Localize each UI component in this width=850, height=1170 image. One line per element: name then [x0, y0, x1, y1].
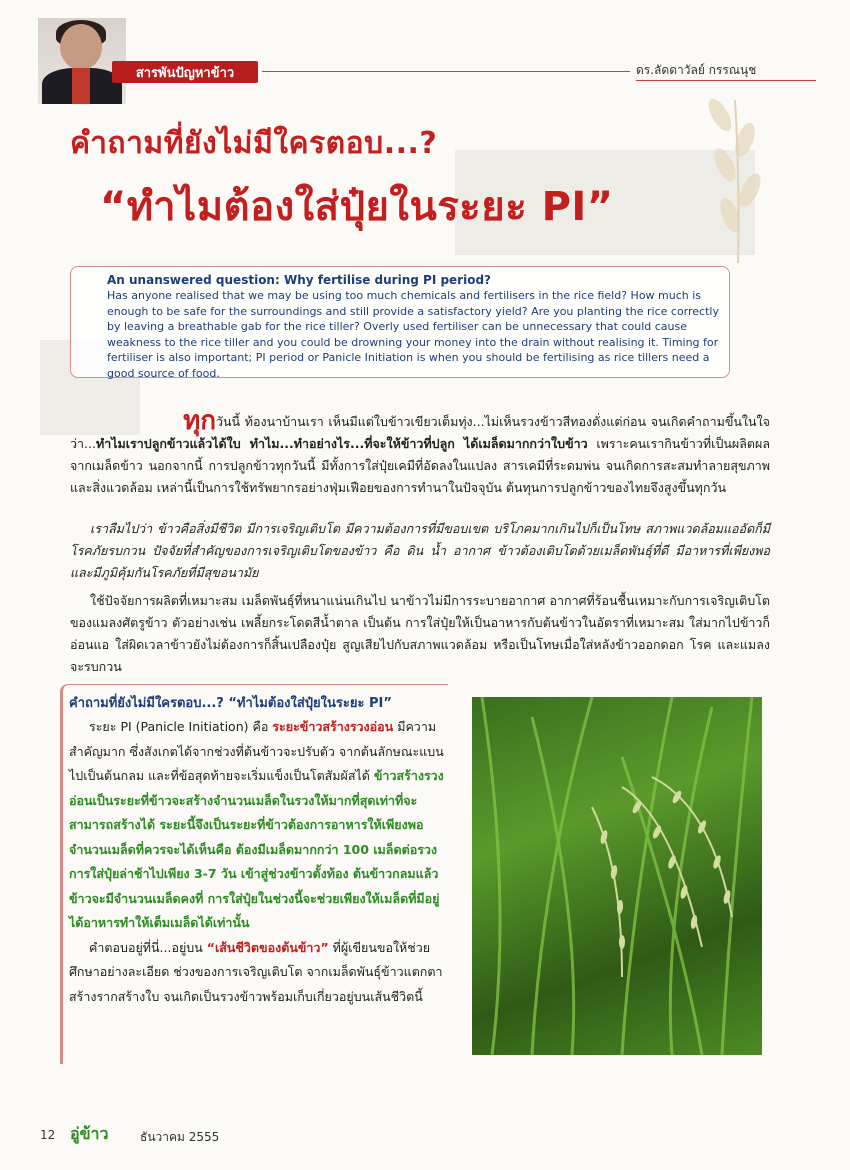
intro-text-a: วันนี้ ท้องนาบ้านเรา เห็นมีแต่ใบข้าวเขียวเต็มทุ่ง...ไม่เห็นรวงข้าวสีทองดั่งแต่ก่อน จนเกิดคำถามขึ้นในใจว่า...: [70, 414, 770, 451]
intro-text-bold: ทำไมเราปลูกข้าวแล้วได้ใบ ทำไม...ทำอย่างไร...ที่จะให้ข้าวที่ปลูก ได้เมล็ดมากกว่าใบข้าว: [95, 436, 588, 451]
author-name: ดร.ลัดดาวัลย์ กรรณนุช: [636, 63, 757, 77]
issue-date: ธันวาคม 2555: [140, 1130, 220, 1144]
rice-plants-illustration: [472, 697, 762, 1055]
sidebox-highlight-red: ระยะข้าวสร้างรวงอ่อน: [272, 719, 394, 734]
sidebox-text-1: ระยะ PI (Panicle Initiation) คือ: [89, 719, 273, 734]
intro-text-c: เพราะคนเรากินข้าวที่เป็นผลิตผลจากเมล็ดข้าว นอกจากนี้ การปลูกข้าวทุกวันนี้ มีทั้งการใส่ปุ๋ยเคมีที่อัดลงในแปลง สารเคมีที่ระดมพ่น จนเกิดการสะสมทำลายสุขภาพและสิ่งแวดล้อม เหล่านี้เป็นการใช้ทรัพยากรอย่างฟุ่มเฟือยของการทำนาในปัจจุบัน ต้นทุนการปลูกข้าวของไทยจึงสูงขึ้นทุกวัน: [70, 436, 771, 495]
header-divider: [262, 71, 630, 72]
abstract-body: Has anyone realised that we may be using too much chemicals and fertilisers in the rice field? How much is enough to be safe for the surroundings and still provide a satisfactory yield? Are you planting the rice correctly by leaving a breathable gab for the rice tiller? Overly used fertiliser can be unnecessary that could cause weakness to the rice tiller and you could be drowning your money into the drain without realising it. Timing for fertiliser is also important; PI period or Panicle Initiation is when you should be fertilising as rice tillers need a good source of food.: [107, 289, 719, 380]
sidebox-lifeline-highlight: “เส้นชีวิตของต้นข้าว”: [206, 939, 329, 955]
leaf-ornament-icon: [690, 95, 780, 265]
sidebox-text-2a: คำตอบอยู่ที่นี่...อยู่บน: [89, 939, 207, 955]
magazine-logo: อู่ข้าว: [70, 1124, 109, 1143]
sidebox-body: [69, 715, 444, 936]
page-number: 12: [40, 1128, 56, 1142]
author-divider: [636, 80, 816, 81]
rice-panicle-photo: [472, 697, 762, 1055]
sidebox-answer: [69, 936, 444, 1010]
sidebox-text-2b: ที่ผู้เขียนขอให้ช่วยศึกษาอย่างละเอียด ช่วงของการเจริญเติบโต จากเมล็ดพันธุ์ข้าวแตกตาสร้างรากสร้างใบ จนเกิดเป็นรวงข้าวพร้อมเก็บเกี่ยวอยู่บนเส้นชีวิตนี้: [69, 939, 443, 1004]
drop-cap: ทุก: [183, 406, 216, 436]
paragraph-living-thing: [70, 518, 770, 584]
abstract-heading: An unanswered question: Why fertilise during PI period?: [107, 273, 492, 287]
article-title-main: “ทำไมต้องใส่ปุ๋ยในระยะ PI”: [100, 184, 614, 230]
sidebox-highlight-green: ข้าวสร้างรวงอ่อนเป็นระยะที่ข้าวจะสร้างจำนวนเมล็ดในรวงให้มากที่สุดเท่าที่จะสามารถสร้างได้ ระยะนี้จึงเป็นระยะที่ข้าวต้องการอาหารให้เพียงพอ จำนวนเมล็ดที่ควรจะได้เห็นคือ ต้องมีเมล็ดมากกว่า 100 เมล็ดต่อรวง การใส่ปุ๋ยล่าช้าไปเพียง 3-7 วัน เข้าสู่ช่วงข้าวตั้งท้อง ต้นข้าวกลมแล้ว ข้าวจะมีจำนวนเมล็ดคงที่ การใส่ปุ๋ยในช่วงนี้จะช่วยเพียงให้เมล็ดที่มีอยู่ได้อาหารทำให้เต็มเมล็ดได้เท่านั้น: [69, 768, 444, 930]
sidebox-text-1b: มีความสำคัญมาก ซึ่งสังเกตได้จากช่วงที่ต้นข้าวจะปรับตัว จากต้นลักษณะแบนไปเป็นต้นกลม และที่ข้อสุดท้ายจะเริ่มแข็งเป็นโตสัมผัสได้: [69, 719, 444, 783]
paragraph-inputs: [70, 590, 770, 678]
article-title-question: คำถามที่ยังไม่มีใครตอบ...?: [70, 126, 438, 161]
pi-explanation-box: [60, 684, 448, 1064]
intro-paragraph: [70, 406, 771, 499]
section-label: สารพันปัญหาข้าว: [112, 61, 258, 83]
paragraph-2-text: เราลืมไปว่า ข้าวคือสิ่งมีชีวิต มีการเจริญเติบโต มีความต้องการที่มีขอบเขต บริโภคมากเกินไปก็เป็นโทษ สภาพแวดล้อมแออัดก็มีโรคภัยรบกวน ปัจจัยที่สำคัญของการเจริญเติบโตของข้าว คือ ดิน น้ำ อากาศ ข้าวต้องเติบโตด้วยเมล็ดพันธุ์ที่ดี มีอาหารที่เพียงพอ และมีภูมิคุ้มกันโรคภัยที่มีสุขอนามัย: [70, 521, 770, 580]
english-abstract-box: [70, 266, 730, 378]
sidebox-title: คำถามที่ยังไม่มีใครตอบ...? “ทำไมต้องใส่ปุ๋ยในระยะ PI”: [69, 696, 392, 711]
paragraph-3-text: ใช้ปัจจัยการผลิตที่เหมาะสม เมล็ดพันธุ์ที่หนาแน่นเกินไป นาข้าวไม่มีการระบายอากาศ อากาศที่ร้อนชื้นเหมาะกับการเจริญเติบโตของแมลงศัตรูข้าว ตัวอย่างเช่น เพลี้ยกระโดดสีน้ำตาล เป็นต้น การใส่ปุ๋ยให้เป็นอาหารกับต้นข้าวในอัตราที่เหมาะสม ใส่มากไปข้าวก็อ่อนแอ ใส่ผิดเวลาข้าวยังไม่ต้องการก็สิ้นเปลืองปุ๋ย สูญเสียไปกับสภาพแวดล้อม หรือเป็นโทษเมื่อใส่หลังข้าวออกดอก โรค และแมลงจะรบกวน: [70, 593, 770, 674]
